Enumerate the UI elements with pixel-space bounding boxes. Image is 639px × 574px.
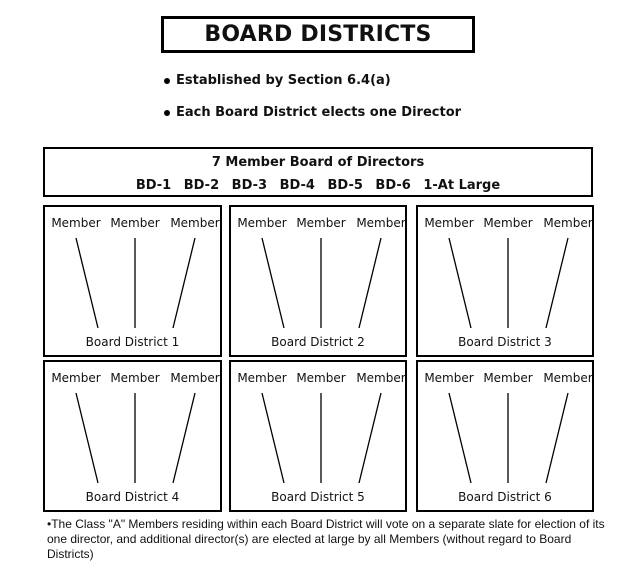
bullet-text: Each Board District elects one Director (176, 105, 462, 120)
bullet-item (164, 73, 391, 88)
district-label: Board District 3 (458, 335, 552, 349)
seat-label: BD-4 (279, 178, 315, 193)
bullet-icon (164, 110, 170, 116)
district-label: Board District 6 (458, 490, 552, 504)
seat-label: 1-At Large (423, 178, 501, 193)
board-heading: 7 Member Board of Directors (211, 155, 425, 170)
seat-label: BD-2 (183, 178, 220, 193)
member-label: Member (424, 371, 474, 385)
member-label: Member (296, 371, 346, 385)
connector-line (359, 238, 381, 328)
district-box-2 (229, 205, 407, 357)
district-box-5 (229, 360, 407, 512)
connector-line (173, 238, 195, 328)
district-label: Board District 1 (85, 335, 180, 349)
seat-label: BD-3 (231, 178, 268, 193)
member-label: Member (110, 371, 160, 385)
footnote: •The Class "A" Members residing within each Board District will vote on a separate slate for election of its one director, and additional director(s) are elected at large by all Members (without regard to Board Districts) (47, 517, 605, 561)
connector-line (449, 238, 471, 328)
connector-line (76, 238, 98, 328)
member-label: Member (51, 371, 101, 385)
connector-line (546, 238, 568, 328)
district-box-1 (43, 205, 222, 357)
member-label: Member (170, 371, 220, 385)
member-label: Member (237, 371, 287, 385)
district-label: Board District 4 (85, 490, 180, 504)
title-box (161, 16, 475, 53)
bullet-item (164, 105, 461, 120)
seat-label: BD-6 (375, 178, 411, 193)
member-label: Member (110, 216, 160, 230)
member-label: Member (543, 371, 593, 385)
member-label: Member (51, 216, 101, 230)
board-seats (45, 178, 591, 193)
district-box-6 (416, 360, 594, 512)
bullet-text: Established by Section 6.4(a) (176, 73, 391, 88)
board-header-box (43, 147, 593, 197)
district-box-4 (43, 360, 222, 512)
member-label: Member (356, 216, 406, 230)
page-title: BOARD DISTRICTS (204, 22, 432, 47)
member-label: Member (543, 216, 593, 230)
connector-line (546, 393, 568, 483)
connector-line (449, 393, 471, 483)
seat-label: BD-5 (327, 178, 363, 193)
member-label: Member (296, 216, 346, 230)
member-label: Member (237, 216, 287, 230)
member-label: Member (170, 216, 220, 230)
connector-line (173, 393, 195, 483)
member-label: Member (424, 216, 474, 230)
district-label: Board District 5 (271, 490, 365, 504)
member-label: Member (356, 371, 406, 385)
connector-line (262, 393, 284, 483)
connector-line (359, 393, 381, 483)
seat-label: BD-1 (135, 178, 172, 193)
member-label: Member (483, 371, 533, 385)
district-label: Board District 2 (271, 335, 365, 349)
connector-line (262, 238, 284, 328)
district-box-3 (416, 205, 594, 357)
member-label: Member (483, 216, 533, 230)
connector-line (76, 393, 98, 483)
bullet-icon (164, 78, 170, 84)
